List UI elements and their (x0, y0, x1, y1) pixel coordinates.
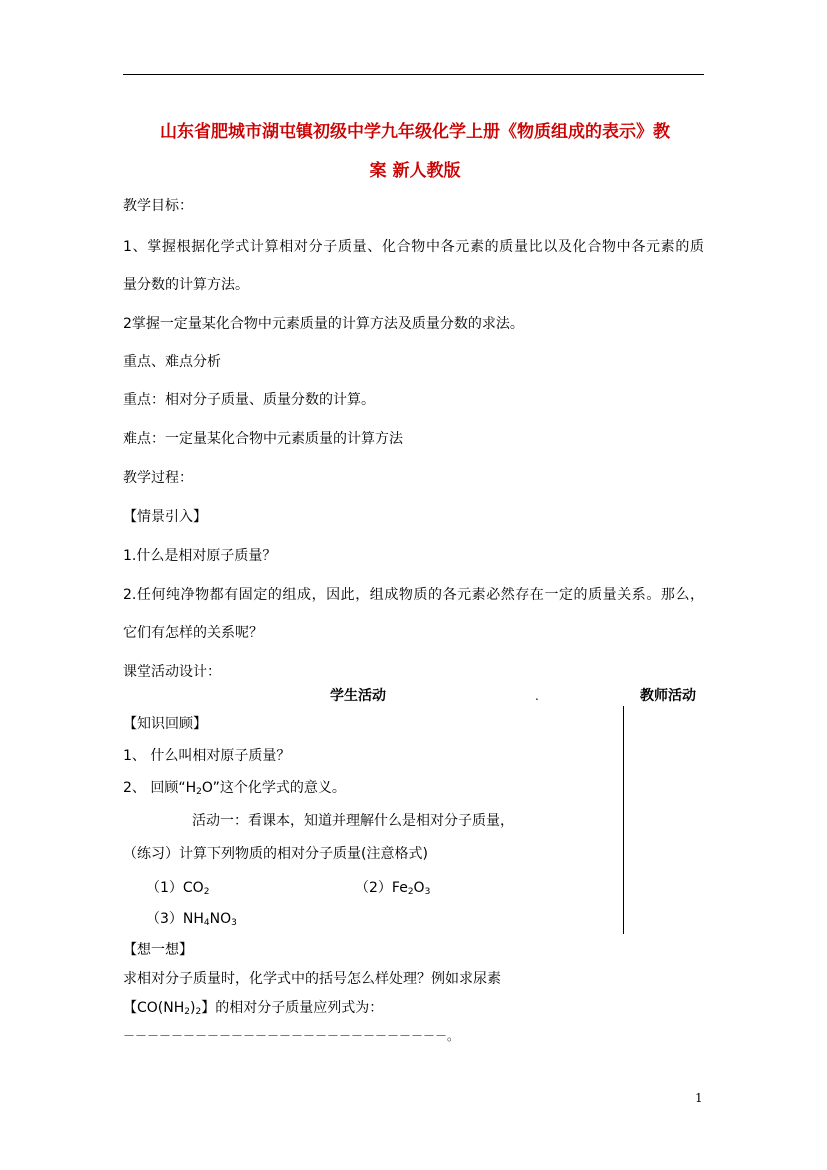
exercise-item-3: $(3)NH_4NO_3$ (146, 911, 237, 928)
exercise-item-1: $(1)CO_2$ (146, 880, 210, 897)
question-2-line-2: 它们有怎样的关系呢？ (123, 625, 263, 641)
title-line-2: 案 新人教版 (369, 161, 461, 181)
question-1: 1.什么是相对原子质量？ (123, 548, 277, 564)
review-heading: 【知识回顾】 (123, 716, 207, 732)
title-line-1: 山东省肥城市湖屯镇初级中学九年级化学上册《物质组成的表示》教 (160, 122, 670, 142)
page-number: 1 (695, 1091, 703, 1105)
table-divider (623, 706, 624, 934)
col-student-activity: 学生活动 (330, 688, 386, 704)
think-line-2: 【$CO(NH_2)_2$】的相对分子质量应列式为： (123, 1000, 384, 1017)
activity-design: 课堂活动设计： (123, 664, 221, 680)
goal-2: 2掌握一定量某化合物中元素质量的计算方法及质量分数的求法。 (123, 316, 524, 332)
think-heading: 【想一想】 (123, 942, 193, 958)
activity-1: 活动一：看课本，知道并理解什么是相对分子质量， (192, 813, 514, 829)
stray-dot: . (535, 689, 539, 703)
exercise-item-2: $(2)Fe_2O_3$ (355, 880, 431, 897)
key-heading: 重点、难点分析 (123, 354, 221, 370)
answer-blank: －－－－－－－－－－－－－－－－－－－－－－－－－－－。 (123, 1029, 460, 1043)
goal-1-line-2: 量分数的计算方法。 (123, 277, 249, 293)
header-rule (123, 74, 704, 75)
review-1: 1、 什么叫相对原子质量？ (123, 748, 291, 764)
question-2-line-1: 2.任何纯净物都有固定的组成，因此，组成物质的各元素必然存在一定的质量关系。那么， (123, 587, 704, 603)
goals-heading: 教学目标： (123, 198, 193, 214)
think-line-1: 求相对分子质量时，化学式中的括号怎么样处理？例如求尿素 (123, 971, 501, 987)
process-heading: 教学过程： (123, 470, 193, 486)
intro-heading: 【情景引入】 (123, 509, 207, 525)
key-point: 重点：相对分子质量、质量分数的计算。 (123, 392, 375, 408)
goal-1-line-1: 1、掌握根据化学式计算相对分子质量、化合物中各元素的质量比以及化合物中各元素的质 (123, 239, 704, 255)
review-2: 2、 回顾“$H_2O$”这个化学式的意义。 (123, 780, 346, 797)
exercise: （练习）计算下列物质的相对分子质量(注意格式) (123, 846, 428, 862)
difficult-point: 难点：一定量某化合物中元素质量的计算方法 (123, 431, 403, 447)
col-teacher-activity: 教师活动 (640, 688, 696, 704)
